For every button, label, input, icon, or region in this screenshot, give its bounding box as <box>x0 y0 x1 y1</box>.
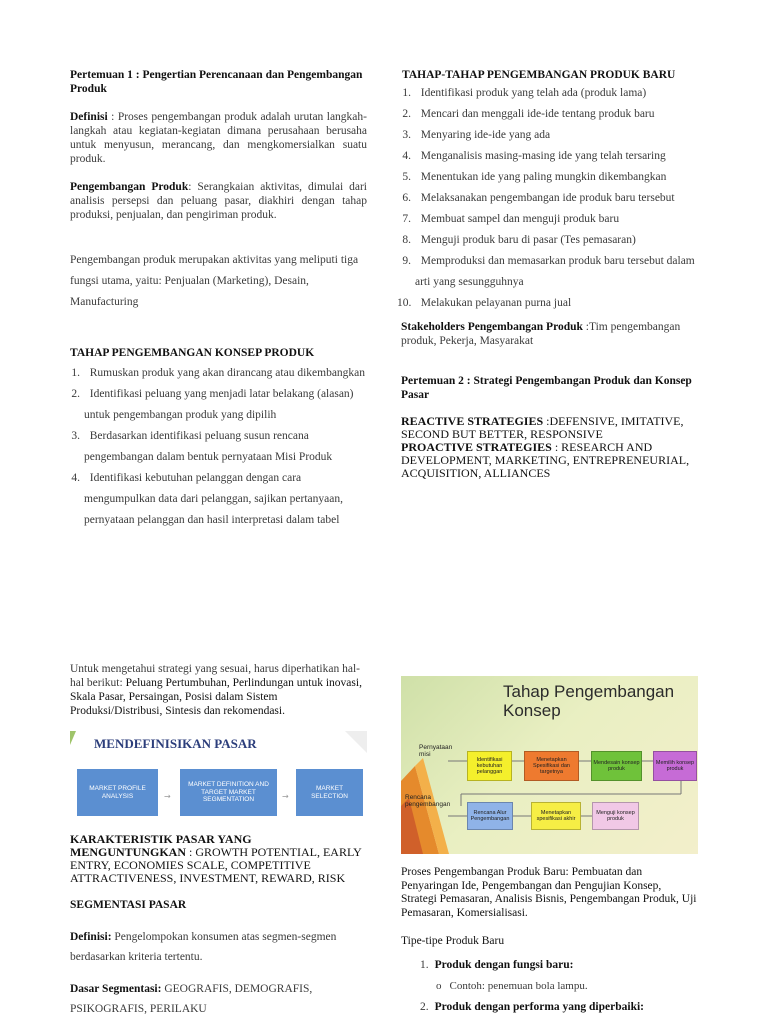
market-box: MARKET SELECTION <box>296 769 363 816</box>
left-bottom-column <box>70 662 367 1019</box>
definition-paragraph <box>70 110 367 166</box>
arrow-right-icon: → <box>282 792 289 801</box>
product-stages-list <box>397 83 699 314</box>
definition-text: : Proses pengembangan produk adalah urutan langkah-langkah atau kegiatan-kegiatan dimana perusahaan berusaha untuk menyusun, merancang, dan mengkomersialkan suatu produk. <box>70 111 367 165</box>
concept-step-box: Rencana Alur Pengembangan <box>467 802 513 830</box>
strategy-intro: Untuk mengetahui strategi yang sesuai, harus diperhatikan hal-hal berikut: <box>70 663 360 689</box>
list-item: 5. Menentukan ide yang paling mungkin dikembangkan <box>402 171 667 183</box>
segmentation-def-text: Pengelompokan konsumen atas segmen-segmen berdasarkan kriteria tertentu. <box>70 931 337 963</box>
market-box: MARKET DEFINITION AND TARGET MARKET SEGMENTATION <box>180 769 277 816</box>
product-dev-text: : Serangkaian aktivitas, dimulai dari analisis persepsi dan peluang pasar, diakhiri dengan tahap produksi, penjualan, dan pengiriman produk. <box>70 181 367 221</box>
list-item: 6. Melaksanakan pengembangan ide produk baru tersebut <box>402 192 675 204</box>
right-bottom-column <box>401 676 699 1018</box>
corner-decoration <box>70 731 76 745</box>
list-item: 10. Melakukan pelayanan purna jual <box>397 297 572 309</box>
product-types-heading: Tipe-tipe Produk Baru <box>401 935 505 947</box>
right-top-column <box>397 68 699 480</box>
list-item: 2. Produk dengan performa yang diperbaiki: <box>420 1001 644 1013</box>
reactive-strategies <box>401 415 699 441</box>
segmentation-basis <box>70 979 367 1019</box>
concept-stages-list <box>70 363 367 531</box>
concept-step-box: Memilih konsep produk <box>653 751 697 781</box>
meeting1-title: Pertemuan 1 : Pengertian Perencanaan dan Pengembangan Produk <box>70 69 363 95</box>
segmentation-heading: SEGMENTASI PASAR <box>70 899 187 911</box>
list-item: 2. Identifikasi peluang yang menjadi latar belakang (alasan) untuk pengembangan produk yang dipilih <box>71 388 354 421</box>
list-item: 1. Produk dengan fungsi baru: <box>420 959 574 971</box>
product-types-list <box>401 955 699 1018</box>
concept-step-box: Menguji konsep produk <box>592 802 639 830</box>
segmentation-basis-text: GEOGRAFIS, DEMOGRAFIS, PSIKOGRAFIS, PERILAKU <box>70 983 313 1015</box>
list-item: 2. Mencari dan menggali ide-ide tentang produk baru <box>402 108 655 120</box>
mission-label: Pernyataan misi <box>419 744 453 758</box>
concept-title-line: Tahap Pengembangan <box>503 682 675 701</box>
concept-image-title <box>503 682 674 720</box>
definition-term: Definisi <box>70 111 108 123</box>
product-dev-term: Pengembangan Produk <box>70 181 189 193</box>
arrow-right-icon: → <box>164 792 171 801</box>
market-definition-diagram <box>70 731 367 821</box>
strategy-paragraph <box>70 662 367 718</box>
concept-title-line: Konsep <box>503 701 561 720</box>
left-top-column <box>70 68 367 531</box>
market-box: MARKET PROFILE ANALYSIS <box>77 769 158 816</box>
list-item: 3. Berdasarkan identifikasi peluang susun rencana pengembangan dalam bentuk pernyataan Misi Produk <box>71 430 333 463</box>
list-item: 9. Memproduksi dan memasarkan produk baru tersebut dalam arti yang sesungguhnya <box>402 255 695 288</box>
market-characteristics <box>70 833 367 885</box>
reactive-term: REACTIVE STRATEGIES <box>401 414 544 428</box>
meeting2-title: Pertemuan 2 : Strategi Pengembangan Produk dan Konsep Pasar <box>401 375 692 401</box>
concept-stages-image <box>401 676 698 854</box>
list-item: 3. Menyaring ide-ide yang ada <box>402 129 551 141</box>
market-diagram-title: MENDEFINISIKAN PASAR <box>94 736 257 751</box>
dev-plan-label: Rencana pengembangan <box>405 794 451 808</box>
corner-decoration <box>345 731 367 753</box>
list-item: 7. Membuat sampel dan menguji produk baru <box>402 213 620 225</box>
process-paragraph: Proses Pengembangan Produk Baru: Pembuatan dan Penyaringan Ide, Pengembangan dan Pengujian Konsep, Strategi Pemasaran, Analisis Bisnis, Pengembangan Produk, Uji Pemasaran, Komersialisasi. <box>401 866 697 919</box>
list-item: o Contoh: penemuan bola lampu. <box>436 980 588 992</box>
list-item: 4. Menganalisis masing-masing ide yang telah tersaring <box>402 150 666 162</box>
concept-step-box: Menetapkan spesifikasi akhir <box>531 802 581 830</box>
strategy-items: Peluang Pertumbuhan, Perlindungan untuk inovasi, Skala Pasar, Persaingan, Posisi dalam Sistem Produksi/Distribusi, Sintesis dan rekomendasi. <box>70 677 362 717</box>
stakeholders-text: :Tim pengembangan produk, Pekerja, Masyarakat <box>401 321 681 347</box>
proactive-term: PROACTIVE STRATEGIES <box>401 440 552 454</box>
segmentation-basis-term: Dasar Segmentasi: <box>70 983 162 995</box>
list-item: 1. Identifikasi produk yang telah ada (produk lama) <box>402 87 647 99</box>
characteristics-term: KARAKTERISTIK PASAR YANG MENGUNTUNGKAN <box>70 832 252 859</box>
concept-step-box: Menetapkan Spesifikasi dan targetnya <box>524 751 579 781</box>
proactive-strategies <box>401 441 699 480</box>
reactive-text: :DEFENSIVE, IMITATIVE, SECOND BUT BETTER, RESPONSIVE <box>401 414 684 441</box>
product-dev-paragraph <box>70 180 367 222</box>
list-item: 4. Identifikasi kebutuhan pelanggan dengan cara mengumpulkan data dari pelanggan, sajikan pertanyaan, pernyataan pelanggan dan hasil interpretasi dalam tabel <box>71 472 343 526</box>
segmentation-definition <box>70 927 367 967</box>
product-stages-heading: TAHAP-TAHAP PENGEMBANGAN PRODUK BARU <box>402 69 676 81</box>
concept-stages-heading: TAHAP PENGEMBANGAN KONSEP PRODUK <box>70 347 315 359</box>
functions-paragraph: Pengembangan produk merupakan aktivitas yang meliputi tiga fungsi utama, yaitu: Penjualan (Marketing), Desain, Manufacturing <box>70 254 359 308</box>
concept-step-box: Mendesain konsep produk <box>591 751 642 781</box>
list-item: 1. Rumuskan produk yang akan dirancang atau dikembangkan <box>71 367 366 379</box>
stakeholders-paragraph <box>401 320 699 348</box>
concept-step-box: Identifikasi kebutuhan pelanggan <box>467 751 512 781</box>
characteristics-text: : GROWTH POTENTIAL, EARLY ENTRY, ECONOMIES SCALE, COMPETITIVE ATTRACTIVENESS, INVESTMENT, REWARD, RISK <box>70 845 362 885</box>
proactive-text: : RESEARCH AND DEVELOPMENT, MARKETING, ENTREPRENEURIAL, ACQUISITION, ALLIANCES <box>401 440 690 480</box>
stakeholders-term: Stakeholders Pengembangan Produk <box>401 321 583 333</box>
list-item: 8. Menguji produk baru di pasar (Tes pemasaran) <box>402 234 636 246</box>
segmentation-def-term: Definisi: <box>70 931 112 943</box>
